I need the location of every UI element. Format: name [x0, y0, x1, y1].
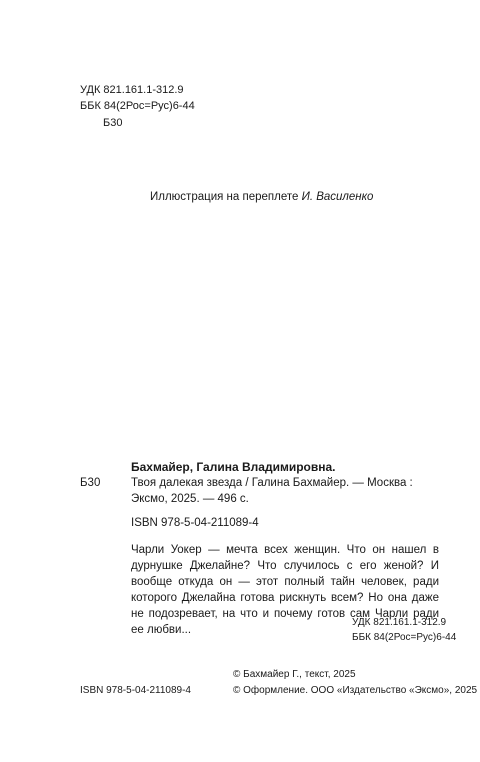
illustration-credit-prefix: Иллюстрация на переплете	[150, 191, 302, 203]
illustration-credit	[150, 191, 373, 203]
catalog-isbn: ISBN 978-5-04-211089-4	[131, 517, 259, 529]
catalog-description-line-2: Эксмо, 2025. — 496 с.	[131, 493, 249, 505]
copyright-design-line: © Оформление. ООО «Издательство «Эксмо», 2025	[233, 685, 478, 696]
illustration-artist: И. Василенко	[301, 191, 374, 203]
catalog-author-mark: Б30	[80, 477, 101, 489]
catalog-description-line-1: Твоя далекая звезда / Галина Бахмайер. — Москва :	[131, 477, 413, 489]
udk-code-bottom: УДК 821.161.1-312.9	[352, 617, 447, 628]
bbk-code-top: ББК 84(2Рос=Рус)6-44	[80, 100, 195, 112]
isbn-bottom: ISBN 978-5-04-211089-4	[80, 685, 191, 696]
book-annotation: Чарли Уокер — мечта всех женщин. Что он нашел в дурнушке Джелайне? Что случилось с его женой? И вообще откуда он — этот полный тайн человек, ради которого Джелайна готова рискнуть всем? Но она даже не подозревает, на что и почему готов сам Чарли ради ее любви...	[131, 544, 439, 636]
author-mark-top: Б30	[103, 117, 123, 129]
catalog-author-heading: Бахмайер, Галина Владимировна.	[131, 460, 336, 474]
copyright-text-line: © Бахмайер Г., текст, 2025	[233, 669, 356, 680]
udk-code-top: УДК 821.161.1-312.9	[80, 84, 184, 96]
bbk-code-bottom: ББК 84(2Рос=Рус)6-44	[352, 632, 457, 643]
